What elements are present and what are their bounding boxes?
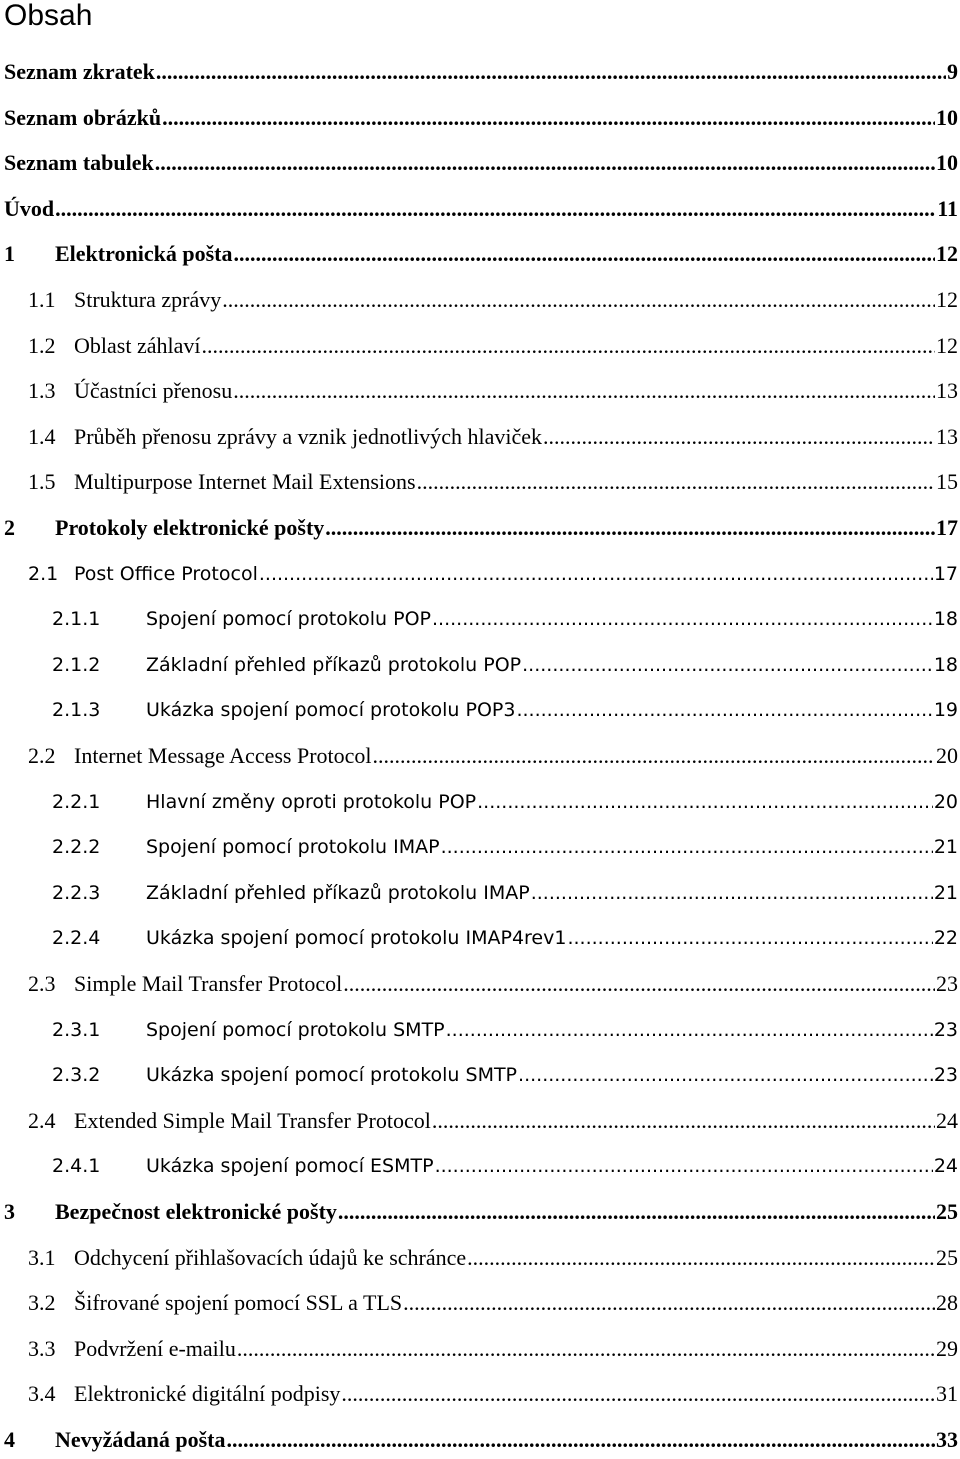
toc-entry-page-number: 31 xyxy=(936,1381,958,1407)
toc-entry[interactable] xyxy=(0,920,960,952)
toc-entry[interactable] xyxy=(0,1331,960,1363)
toc-entry-title: Úvod xyxy=(4,195,55,221)
toc-entry-number: 2.2.2 xyxy=(52,836,101,859)
toc-entry-number: 1.4 xyxy=(28,423,56,449)
toc-entry-page-number: 9 xyxy=(947,59,958,84)
toc-dot-leader xyxy=(441,833,933,861)
toc-dot-leader xyxy=(373,742,935,770)
toc-entry[interactable] xyxy=(0,556,960,588)
toc-entry-title: Odchycení přihlašovacích údajů ke schránce xyxy=(74,1244,467,1270)
toc-dot-leader xyxy=(432,1107,935,1135)
toc-entry-number: 2.3.2 xyxy=(52,1064,101,1087)
toc-entry-title: Seznam tabulek xyxy=(4,150,154,176)
toc-dot-leader xyxy=(222,286,935,314)
toc-dot-leader xyxy=(531,879,933,907)
toc-entry-title: Internet Message Access Protocol xyxy=(74,743,372,768)
toc-entry[interactable] xyxy=(0,236,960,268)
toc-entry[interactable] xyxy=(0,1194,960,1226)
toc-entry-page-number: 20 xyxy=(933,790,958,813)
toc-dot-leader xyxy=(522,651,933,679)
toc-entry[interactable] xyxy=(0,1103,960,1135)
toc-entry-number: 2.2 xyxy=(28,743,56,768)
toc-entry-number: 1.5 xyxy=(28,469,56,495)
toc-entry[interactable] xyxy=(0,373,960,405)
toc-dot-leader xyxy=(567,924,932,952)
toc-entry-title: Multipurpose Internet Mail Extensions xyxy=(74,469,416,495)
toc-entry-page-number: 28 xyxy=(936,1290,958,1316)
toc-entry-page-number: 22 xyxy=(933,927,958,950)
toc-entry-number: 2.1.1 xyxy=(52,608,101,631)
toc-entry-number: 2.4.1 xyxy=(52,1155,101,1178)
toc-entry[interactable] xyxy=(0,1285,960,1317)
toc-entry-page-number: 19 xyxy=(933,699,958,722)
toc-entry-page-number: 24 xyxy=(933,1155,958,1178)
toc-entry[interactable] xyxy=(0,601,960,633)
toc-dot-leader xyxy=(233,240,935,268)
toc-entry-number: 2.1.2 xyxy=(52,653,101,676)
toc-entry[interactable] xyxy=(0,1240,960,1272)
toc-entry-page-number: 25 xyxy=(936,1199,958,1224)
toc-entry-number: 1.3 xyxy=(28,378,56,404)
toc-dot-leader xyxy=(341,1380,935,1408)
toc-entry[interactable] xyxy=(0,1422,960,1454)
toc-entry-number: 3.4 xyxy=(28,1381,56,1407)
toc-entry-number: 3 xyxy=(4,1199,15,1224)
toc-dot-leader xyxy=(201,332,935,360)
toc-entry-title: Simple Mail Transfer Protocol xyxy=(74,971,343,996)
toc-entry-number: 1.2 xyxy=(28,332,56,358)
toc-entry-title: Struktura zprávy xyxy=(74,287,222,312)
toc-entry[interactable] xyxy=(0,875,960,907)
toc-entry[interactable] xyxy=(0,54,960,86)
toc-entry[interactable] xyxy=(0,464,960,496)
toc-dot-leader xyxy=(155,149,935,177)
toc-entry-number: 2 xyxy=(4,515,15,540)
toc-entry-number: 2.1.3 xyxy=(52,699,101,722)
toc-entry[interactable] xyxy=(0,647,960,679)
toc-entry-page-number: 29 xyxy=(936,1335,958,1361)
toc-entry-title: Ukázka spojení pomocí protokolu IMAP4rev1 xyxy=(146,927,567,950)
toc-entry-page-number: 24 xyxy=(936,1107,958,1133)
toc-entry-page-number: 17 xyxy=(936,515,958,540)
toc-entry[interactable] xyxy=(0,692,960,724)
page-title: Obsah xyxy=(4,0,93,32)
toc-entry-page-number: 23 xyxy=(933,1018,958,1041)
toc-dot-leader xyxy=(543,423,935,451)
toc-entry-title: Šifrované spojení pomocí SSL a TLS xyxy=(74,1290,403,1316)
toc-entry-title: Protokoly elektronické pošty xyxy=(55,515,325,540)
toc-entry-page-number: 12 xyxy=(936,241,958,267)
toc-entry-page-number: 11 xyxy=(937,195,958,221)
toc-entry[interactable] xyxy=(0,784,960,816)
toc-entry-number: 4 xyxy=(4,1427,15,1452)
toc-entry-page-number: 33 xyxy=(936,1427,958,1452)
toc-entry-title: Základní přehled příkazů protokolu IMAP xyxy=(146,881,530,904)
toc-entry-title: Ukázka spojení pomocí protokolu POP3 xyxy=(146,699,516,722)
toc-entry[interactable] xyxy=(0,966,960,998)
toc-entry-page-number: 20 xyxy=(936,743,958,768)
toc-entry[interactable] xyxy=(0,191,960,223)
toc-entry-number: 3.2 xyxy=(28,1290,56,1316)
toc-entry[interactable] xyxy=(0,1012,960,1044)
toc-entry-title: Průběh přenosu zprávy a vznik jednotlivých hlaviček xyxy=(74,423,542,449)
toc-entry-title: Seznam zkratek xyxy=(4,59,155,84)
toc-dot-leader xyxy=(435,1152,933,1180)
toc-entry-number: 2.3 xyxy=(28,971,56,996)
toc-entry-number: 2.2.3 xyxy=(52,881,101,904)
toc-dot-leader xyxy=(432,605,933,633)
toc-dot-leader xyxy=(518,1061,933,1089)
toc-dot-leader xyxy=(338,1198,935,1226)
toc-entry[interactable] xyxy=(0,419,960,451)
toc-entry-number: 2.2.4 xyxy=(52,927,101,950)
toc-entry-page-number: 17 xyxy=(933,562,958,585)
toc-entry-title: Bezpečnost elektronické pošty xyxy=(55,1199,337,1224)
toc-dot-leader xyxy=(477,788,933,816)
toc-entry-title: Elektronické digitální podpisy xyxy=(74,1381,341,1407)
toc-entry-page-number: 23 xyxy=(933,1064,958,1087)
toc-entry[interactable] xyxy=(0,145,960,177)
toc-dot-leader xyxy=(55,195,936,223)
toc-entry-page-number: 12 xyxy=(936,332,958,358)
toc-entry[interactable] xyxy=(0,829,960,861)
toc-entry[interactable] xyxy=(0,738,960,770)
toc-entry-title: Spojení pomocí protokolu IMAP xyxy=(146,836,440,859)
toc-entry-page-number: 12 xyxy=(936,287,958,312)
toc-entry-title: Účastníci přenosu xyxy=(74,378,233,404)
toc-entry-title: Ukázka spojení pomocí ESMTP xyxy=(146,1155,434,1178)
toc-entry-number: 2.3.1 xyxy=(52,1018,101,1041)
toc-dot-leader xyxy=(237,1335,935,1363)
toc-entry-page-number: 23 xyxy=(936,971,958,996)
toc-dot-leader xyxy=(417,468,935,496)
toc-entry-number: 3.3 xyxy=(28,1335,56,1361)
toc-entry[interactable] xyxy=(0,282,960,314)
toc-entry-title: Ukázka spojení pomocí protokolu SMTP xyxy=(146,1064,518,1087)
toc-dot-leader xyxy=(325,514,935,542)
toc-entry-title: Elektronická pošta xyxy=(55,241,233,267)
toc-entry-number: 2.1 xyxy=(28,562,59,585)
toc-entry-title: Post Office Protocol xyxy=(74,562,258,585)
toc-entry-page-number: 13 xyxy=(936,378,958,404)
toc-entry-page-number: 10 xyxy=(936,104,958,130)
toc-dot-leader xyxy=(467,1244,935,1272)
toc-entry-title: Extended Simple Mail Transfer Protocol xyxy=(74,1107,431,1133)
toc-entry[interactable] xyxy=(0,328,960,360)
toc-entry-page-number: 15 xyxy=(936,469,958,495)
toc-entry-page-number: 21 xyxy=(933,836,958,859)
toc-entry[interactable] xyxy=(0,1376,960,1408)
toc-entry-number: 2.4 xyxy=(28,1107,56,1133)
toc-entry[interactable] xyxy=(0,100,960,132)
toc-dot-leader xyxy=(403,1289,935,1317)
toc-dot-leader xyxy=(162,104,935,132)
toc-entry-title: Seznam obrázků xyxy=(4,104,162,130)
toc-entry-page-number: 13 xyxy=(936,423,958,449)
toc-entry-number: 1.1 xyxy=(28,287,56,312)
toc-entry-number: 2.2.1 xyxy=(52,790,101,813)
toc-entry-title: Podvržení e-mailu xyxy=(74,1335,236,1361)
toc-entry-title: Oblast záhlaví xyxy=(74,332,201,358)
toc-dot-leader xyxy=(233,377,935,405)
toc-entry[interactable] xyxy=(0,1148,960,1180)
toc-entry-title: Nevyžádaná pošta xyxy=(55,1427,226,1452)
toc-dot-leader xyxy=(259,560,933,588)
toc-entry-page-number: 18 xyxy=(933,653,958,676)
toc-entry-page-number: 21 xyxy=(933,881,958,904)
toc-entry-title: Spojení pomocí protokolu POP xyxy=(146,608,431,631)
toc-entry-page-number: 18 xyxy=(933,608,958,631)
toc-entry-title: Hlavní změny oproti protokolu POP xyxy=(146,790,477,813)
toc-entry-number: 1 xyxy=(4,241,15,267)
toc-entry-number: 3.1 xyxy=(28,1244,56,1270)
toc-entry-title: Spojení pomocí protokolu SMTP xyxy=(146,1018,445,1041)
toc-dot-leader xyxy=(156,58,946,86)
toc-entry-page-number: 25 xyxy=(936,1244,958,1270)
toc-entry[interactable] xyxy=(0,510,960,542)
toc-dot-leader xyxy=(343,970,935,998)
toc-entry[interactable] xyxy=(0,1057,960,1089)
toc-dot-leader xyxy=(516,696,932,724)
toc-entry-title: Základní přehled příkazů protokolu POP xyxy=(146,653,522,676)
toc-dot-leader xyxy=(446,1016,933,1044)
toc-dot-leader xyxy=(227,1426,935,1454)
toc-entry-page-number: 10 xyxy=(936,150,958,176)
